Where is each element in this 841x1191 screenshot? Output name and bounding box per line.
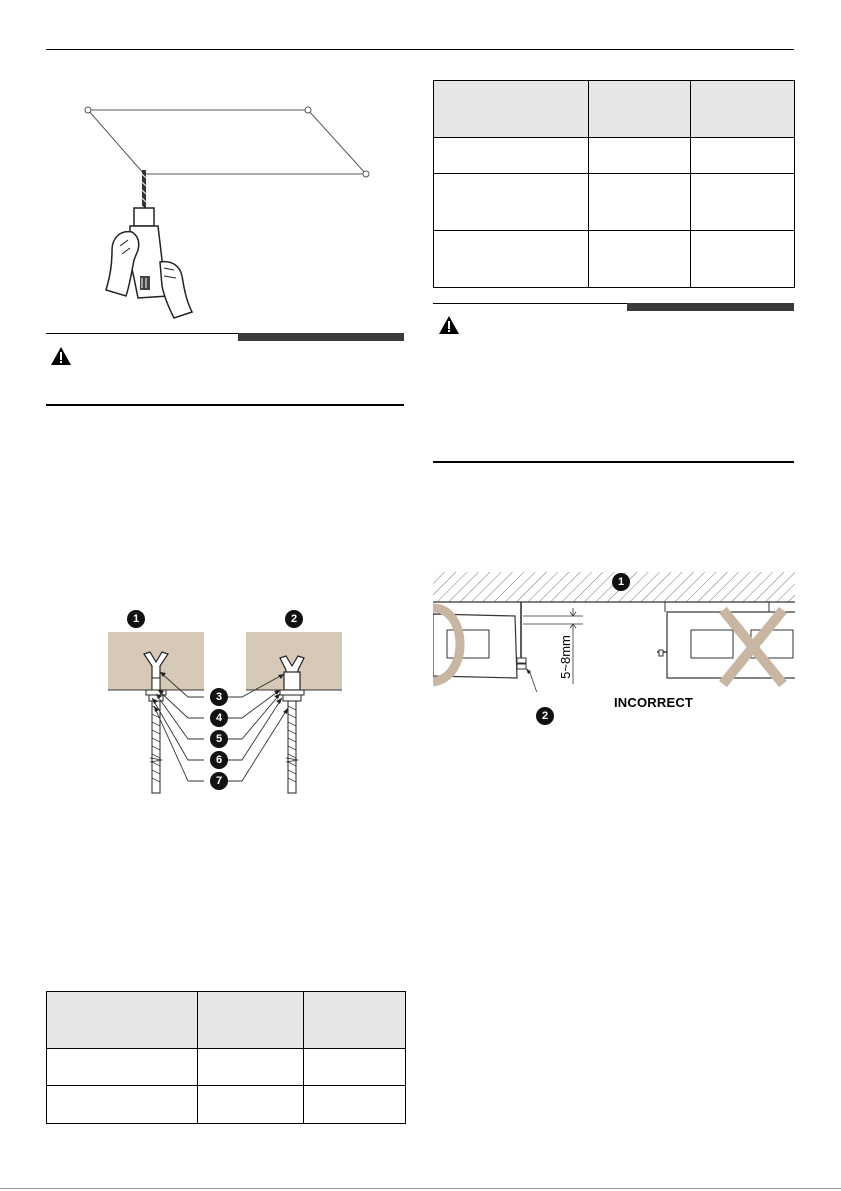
incorrect-caption: INCORRECT: [614, 695, 694, 710]
callout-2: 2: [285, 610, 303, 628]
table-header-cell: [434, 81, 589, 138]
table-header-cell: [304, 992, 406, 1049]
anchor-right: [280, 656, 304, 793]
callout-1: 1: [127, 610, 145, 628]
callout-3: 3: [210, 688, 228, 706]
nut-label-2: 2: [536, 707, 554, 725]
table-header-cell: [691, 81, 795, 138]
table-row: [434, 231, 795, 288]
callout-5: 5: [210, 730, 228, 748]
table-row: [434, 138, 795, 174]
incorrect-installation-figure: [433, 572, 795, 692]
callout-6: 6: [210, 751, 228, 769]
drill-bit: [142, 170, 146, 212]
table-row: [47, 1086, 406, 1124]
warning-triangle-icon: [50, 346, 72, 366]
dimension-label: 5~8mm: [558, 635, 573, 679]
callout-7: 7: [210, 772, 228, 790]
left-hand: [106, 232, 139, 296]
table-row: [434, 174, 795, 231]
callout-4: 4: [210, 709, 228, 727]
footer-rule: [0, 1188, 841, 1189]
table-header-cell: [47, 992, 198, 1049]
caution-box-left: [46, 333, 404, 407]
table-header-cell: [198, 992, 304, 1049]
header-rule: [46, 49, 794, 50]
drill-ceiling-illustration: [76, 100, 376, 322]
caution-box-right: [433, 303, 794, 464]
right-hand: [160, 262, 192, 318]
spec-table-left: [46, 991, 406, 1124]
indoor-unit-left: [433, 608, 517, 682]
anchor-bolt-figure: [108, 632, 356, 794]
caution-header-bar: [238, 333, 404, 341]
hanging-bolt: [517, 602, 526, 669]
ceiling-label-1: 1: [612, 573, 630, 591]
warning-triangle-icon: [438, 315, 460, 335]
dimension-marker: [523, 608, 583, 684]
table-header-cell: [589, 81, 691, 138]
spec-table-right: [433, 80, 795, 288]
caution-header-bar: [627, 303, 794, 311]
table-row: [47, 1049, 406, 1086]
